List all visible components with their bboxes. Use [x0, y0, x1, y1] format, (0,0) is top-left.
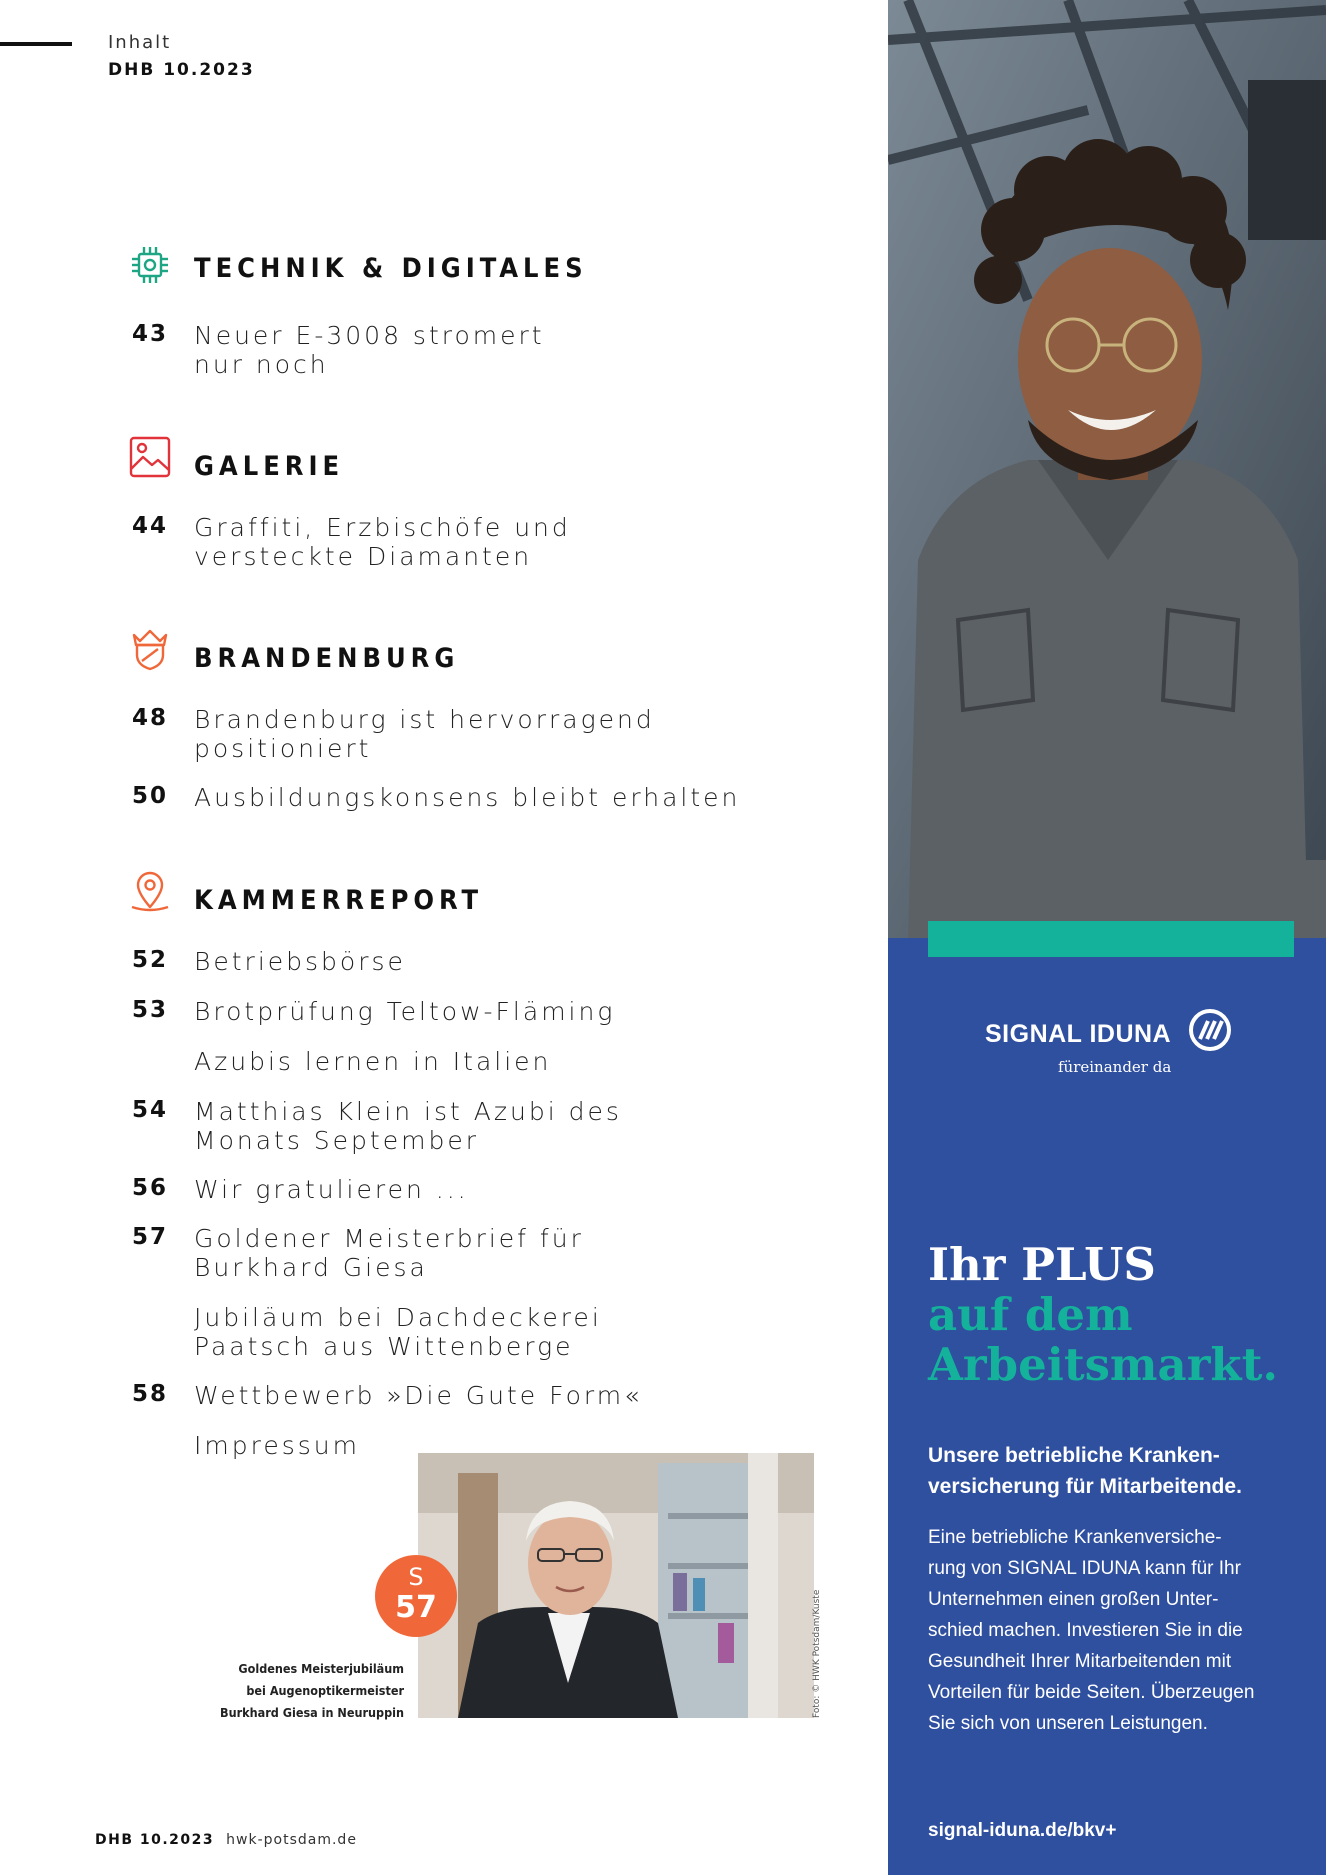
ad-link[interactable]: signal-iduna.de/bkv+ [928, 1820, 1117, 1841]
toc-page-number: 53 [132, 997, 169, 1023]
toc-page-number: 54 [132, 1097, 169, 1123]
toc-page-number: 50 [132, 783, 169, 809]
toc-title: Betriebsbörse [194, 947, 406, 976]
issue-label: DHB 10.2023 [108, 60, 255, 80]
crest-icon [128, 627, 172, 671]
badge-page-number: 57 [395, 1590, 437, 1625]
toc-title: Brotprüfung Teltow-Fläming [194, 997, 616, 1026]
toc-title: Neuer E-3008 stromert nur noch [194, 321, 545, 379]
toc-title: Jubiläum bei Dachdeckerei Paatsch aus Wittenberge [194, 1303, 602, 1361]
chip-icon [128, 243, 172, 287]
toc-title: Ausbildungskonsens bleibt erhalten [194, 783, 741, 812]
feature-photo[interactable] [418, 1453, 814, 1718]
footer-issue: DHB 10.2023 [95, 1832, 215, 1848]
smiling-man-image [888, 0, 1326, 938]
ad-headline [928, 1240, 1278, 1390]
section-title: BRANDENBURG [194, 643, 460, 674]
toc-page-number: 56 [132, 1175, 169, 1201]
caption-line: Burkhard Giesa in Neuruppin [220, 1705, 404, 1720]
photo-credit: Foto: © HWK Potsdam/Kuste [812, 1589, 822, 1718]
picture-icon [128, 435, 172, 479]
toc-title: Graffiti, Erzbischöfe und versteckte Diamanten [194, 513, 571, 571]
page-footer [95, 1832, 357, 1848]
toc-page-number: 48 [132, 705, 169, 731]
toc-title: Wettbewerb »Die Gute Form« [194, 1381, 643, 1410]
page-badge[interactable] [375, 1555, 457, 1637]
ad-body-text: Eine betriebliche Krankenversiche- rung von SIGNAL IDUNA kann für Ihr Unternehmen einen großen Unter- schied machen. Investieren Sie in die Gesundheit Ihrer Mitarbeitenden mit Vorteilen für beide Seiten. Überzeugen Sie sich von unseren Leistungen. [928, 1527, 1255, 1734]
toc-page-number: 43 [132, 321, 169, 347]
section-title: KAMMERREPORT [194, 885, 484, 916]
headline-line: auf dem [928, 1288, 1133, 1341]
toc-title: Brandenburg ist hervorragend positioniert [194, 705, 655, 763]
toc-page-number: 52 [132, 947, 169, 973]
toc-page-number: 44 [132, 513, 169, 539]
ad-subheadline: Unsere betriebliche Kranken- versicherung für Mitarbeitende. [928, 1444, 1242, 1498]
page-kicker: Inhalt [108, 32, 172, 53]
section-title: GALERIE [194, 451, 345, 482]
toc-page-number: 57 [132, 1224, 169, 1250]
headline-line: Ihr PLUS [928, 1238, 1156, 1291]
footer-site[interactable]: hwk-potsdam.de [226, 1832, 357, 1848]
section-title: TECHNIK & DIGITALES [194, 253, 588, 284]
brand-name: SIGNAL IDUNA [985, 1020, 1172, 1048]
toc-title: Impressum [194, 1431, 360, 1460]
header-rule [0, 42, 72, 46]
toc-title: Matthias Klein ist Azubi des Monats September [194, 1097, 622, 1155]
caption-line: Goldenes Meisterjubiläum [238, 1661, 404, 1676]
photo-caption [204, 1658, 404, 1724]
toc-page-number: 58 [132, 1381, 169, 1407]
ad-photo [888, 0, 1326, 938]
location-pin-icon [128, 869, 172, 913]
portrait-image [418, 1453, 814, 1718]
signal-iduna-logo-icon [1188, 1008, 1232, 1052]
toc-title: Goldener Meisterbrief für Burkhard Giesa [194, 1224, 584, 1282]
brand-tagline: füreinander da [1058, 1058, 1172, 1076]
badge-prefix: S [408, 1563, 424, 1591]
toc-title: Azubis lernen in Italien [194, 1047, 552, 1076]
toc-title: Wir gratulieren ... [194, 1175, 469, 1204]
ad-accent-bar [928, 921, 1294, 957]
caption-line: bei Augenoptikermeister [246, 1683, 404, 1698]
headline-line: Arbeitsmarkt. [928, 1338, 1279, 1391]
